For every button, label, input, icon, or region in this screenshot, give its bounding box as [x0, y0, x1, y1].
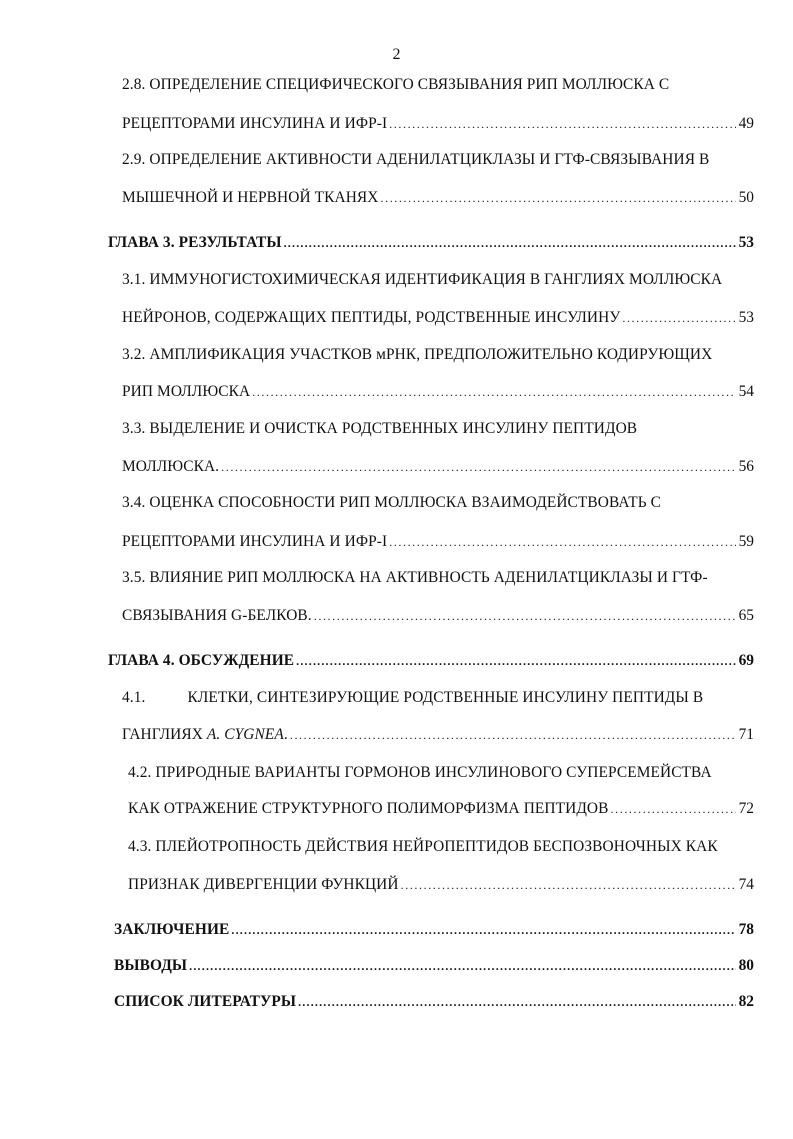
dot-leader [252, 382, 735, 402]
toc-page-number: 78 [738, 921, 754, 938]
species-name: A. CYGNEA [206, 726, 284, 743]
toc-entry-text: НЕЙРОНОВ, СОДЕРЖАЩИХ ПЕПТИДЫ, РОДСТВЕННЫЕ ИНСУЛИНУ [122, 309, 621, 326]
toc-entry-text: 4.2. ПРИРОДНЫЕ ВАРИАНТЫ ГОРМОНОВ ИНСУЛИНОВОГО СУПЕРСЕМЕЙСТВА [128, 764, 712, 781]
dot-leader [389, 114, 735, 134]
toc-entry-4-2-line2[interactable] [128, 799, 754, 819]
toc-entry-text: РЕЦЕПТОРАМИ ИНСУЛИНА И ИФР-I [122, 533, 388, 550]
toc-entry-3-2-line2[interactable] [122, 382, 754, 402]
toc-entry-text-prefix: ГАНГЛИЯХ [122, 726, 207, 743]
dot-leader [221, 457, 735, 477]
toc-entry-2-9-line1 [122, 150, 752, 170]
toc-entry-text: 3.2. АМПЛИФИКАЦИЯ УЧАСТКОВ мРНК, ПРЕДПОЛОЖИТЕЛЬНО КОДИРУЮЩИХ [122, 346, 713, 363]
toc-chapter-4[interactable] [108, 651, 754, 671]
toc-page-number: 80 [738, 957, 754, 974]
toc-entry-4-3-line1 [128, 837, 752, 857]
toc-page-number: 74 [738, 876, 754, 893]
dot-leader [401, 875, 736, 895]
toc-entry-text: МОЛЛЮСКА. [122, 458, 220, 475]
toc-entry-number: 4.1. [122, 689, 146, 706]
toc-entry-text: МЫШЕЧНОЙ И НЕРВНОЙ ТКАНЯХ [122, 189, 379, 206]
toc-entry-3-5-line2[interactable] [122, 606, 754, 626]
dot-leader [314, 606, 736, 626]
toc-entry-3-4-line1 [122, 493, 752, 513]
toc-entry-text: 3.5. ВЛИЯНИЕ РИП МОЛЛЮСКА НА АКТИВНОСТЬ АДЕНИЛАТЦИКЛАЗЫ И ГТФ- [122, 569, 708, 586]
toc-page-number: 59 [738, 533, 754, 550]
dot-leader [189, 956, 735, 976]
dot-leader [298, 992, 736, 1012]
toc-page-number: 49 [738, 115, 754, 132]
toc-entry-3-1-line2[interactable] [122, 308, 754, 328]
toc-entry-text: ПРИЗНАК ДИВЕРГЕНЦИИ ФУНКЦИЙ [128, 876, 399, 893]
toc-page-number: 82 [738, 993, 754, 1010]
dot-leader [622, 308, 735, 328]
toc-entry-3-3-line1 [122, 419, 752, 439]
toc-chapter-title: ВЫВОДЫ [114, 957, 188, 974]
toc-entry-text: 2.8. ОПРЕДЕЛЕНИЕ СПЕЦИФИЧЕСКОГО СВЯЗЫВАНИЯ РИП МОЛЛЮСКА С [122, 76, 670, 93]
toc-entry-3-1-line1 [122, 270, 754, 290]
toc-entry-4-3-line2[interactable] [128, 875, 754, 895]
dot-leader [231, 920, 735, 940]
toc-entry-text: 4.3. ПЛЕЙОТРОПНОСТЬ ДЕЙСТВИЯ НЕЙРОПЕПТИДОВ БЕСПОЗВОНОЧНЫХ КАК [128, 838, 718, 855]
dot-leader [296, 651, 735, 671]
toc-findings[interactable] [114, 956, 754, 976]
toc-entry-2-8-line2[interactable] [122, 114, 754, 134]
toc-page-number: 71 [738, 726, 754, 743]
toc-entry-2-9-line2[interactable] [122, 188, 754, 208]
toc-page-number: 53 [738, 234, 754, 251]
toc-page-number: 53 [738, 309, 754, 326]
toc-chapter-title: ЗАКЛЮЧЕНИЕ [114, 921, 230, 938]
toc-entry-3-5-line1 [122, 568, 752, 588]
toc-entry-text: КЛЕТКИ, СИНТЕЗИРУЮЩИЕ РОДСТВЕННЫЕ ИНСУЛИНУ ПЕПТИДЫ В [187, 689, 704, 706]
toc-entry-text: КАК ОТРАЖЕНИЕ СТРУКТУРНОГО ПОЛИМОРФИЗМА ПЕПТИДОВ [128, 800, 609, 817]
toc-entry-3-3-line2[interactable] [122, 457, 754, 477]
toc-page-number: 72 [738, 800, 754, 817]
toc-chapter-3[interactable] [108, 233, 754, 253]
toc-entry-text: РЕЦЕПТОРАМИ ИНСУЛИНА И ИФР-I [122, 115, 388, 132]
toc-page-number: 65 [738, 607, 754, 624]
dot-leader [389, 532, 735, 552]
toc-entry-4-2-line1 [128, 763, 752, 783]
toc-entry-text [122, 725, 288, 745]
toc-chapter-title: ГЛАВА 3. РЕЗУЛЬТАТЫ [108, 234, 282, 251]
toc-entry-text: СВЯЗЫВАНИЯ G-БЕЛКОВ. [122, 607, 312, 624]
toc-entry-3-4-line2[interactable] [122, 532, 754, 552]
toc-page-number: 50 [738, 189, 754, 206]
toc-chapter-title: СПИСОК ЛИТЕРАТУРЫ [114, 993, 297, 1010]
dot-leader [284, 233, 736, 253]
toc-page-number: 54 [738, 383, 754, 400]
toc-entry-4-1-line2[interactable] [122, 725, 754, 745]
toc-entry-text: 3.1. ИММУНОГИСТОХИМИЧЕСКАЯ ИДЕНТИФИКАЦИЯ В ГАНГЛИЯХ МОЛЛЮСКА [122, 271, 723, 288]
toc-conclusion[interactable] [114, 920, 754, 940]
toc-entry-3-2-line1 [122, 345, 752, 365]
page-number: 2 [392, 46, 401, 63]
toc-chapter-title: ГЛАВА 4. ОБСУЖДЕНИЕ [108, 652, 295, 669]
toc-entry-text: 3.4. ОЦЕНКА СПОСОБНОСТИ РИП МОЛЛЮСКА ВЗАИМОДЕЙСТВОВАТЬ С [122, 494, 662, 511]
toc-page-number: 56 [738, 458, 754, 475]
dot-leader [611, 799, 736, 819]
toc-entry-text-suffix: . [283, 726, 288, 743]
toc-entry-2-8-line1 [122, 75, 752, 95]
toc-entry-4-1-line1 [122, 688, 752, 708]
toc-page-number: 69 [738, 652, 754, 669]
toc-entry-text: 2.9. ОПРЕДЕЛЕНИЕ АКТИВНОСТИ АДЕНИЛАТЦИКЛАЗЫ И ГТФ-СВЯЗЫВАНИЯ В [122, 151, 710, 168]
dot-leader [381, 188, 736, 208]
toc-references[interactable] [114, 992, 754, 1012]
toc-entry-text: 3.3. ВЫДЕЛЕНИЕ И ОЧИСТКА РОДСТВЕННЫХ ИНСУЛИНУ ПЕПТИДОВ [122, 420, 638, 437]
toc-entry-text: РИП МОЛЛЮСКА [122, 383, 251, 400]
dot-leader [290, 725, 736, 745]
